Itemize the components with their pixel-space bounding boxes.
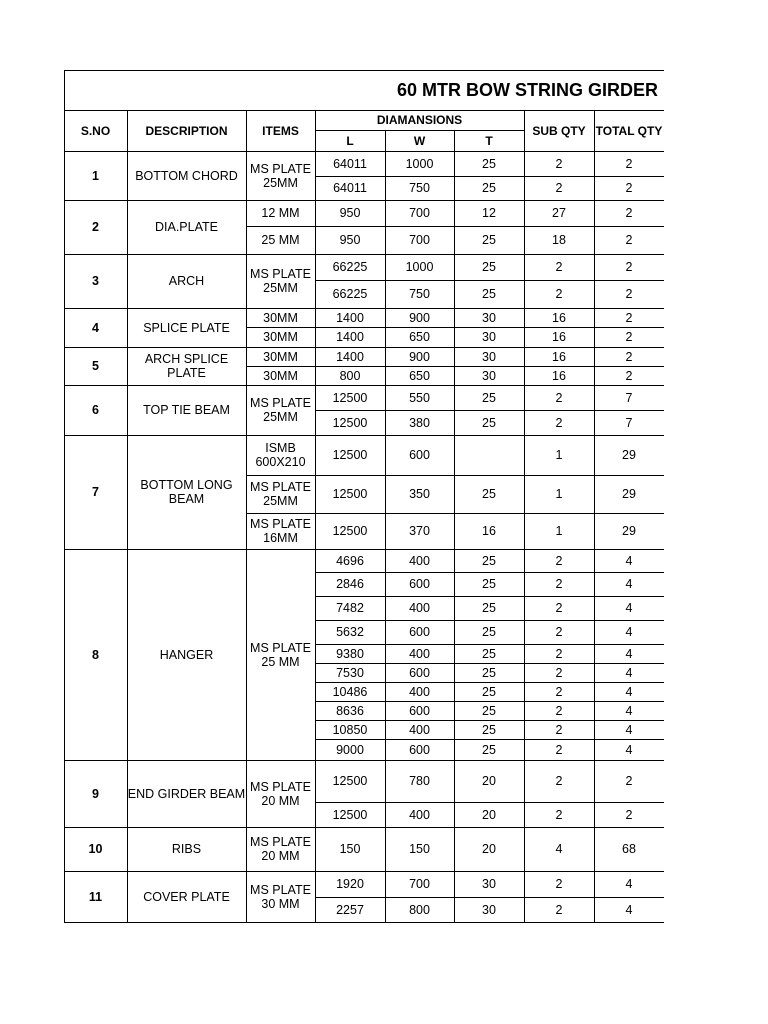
header-col-line-3 [524, 110, 525, 151]
thickness-cell: 30 [482, 877, 496, 891]
width-cell: 370 [409, 524, 430, 538]
sub-qty-cell: 2 [555, 703, 563, 718]
total-qty-cell: 2 [625, 260, 633, 274]
item-spec-cell: MS PLATE 25MM [250, 161, 311, 190]
thickness-cell: 25 [482, 684, 496, 699]
sub-qty-cell: 2 [555, 156, 563, 171]
total-qty-cell: 2 [625, 287, 633, 301]
width-cell: 600 [409, 577, 430, 591]
total-qty-cell: 4 [625, 722, 633, 737]
width-cell: 400 [409, 646, 430, 661]
length-cell: 1400 [336, 349, 364, 364]
thickness-cell: 25 [482, 625, 496, 639]
description-cell: ARCH [168, 274, 205, 288]
total-qty-cell: 4 [625, 625, 633, 639]
sub-qty-cell: 2 [555, 774, 563, 788]
group-7-vline-1 [246, 435, 247, 549]
width-cell: 700 [409, 206, 430, 220]
total-qty-cell: 2 [625, 368, 633, 383]
sub-qty-cell: 2 [555, 260, 563, 274]
length-cell: 12500 [332, 774, 368, 788]
length-cell: 1400 [336, 330, 364, 344]
length-cell: 10486 [332, 684, 368, 699]
thickness-cell: 30 [482, 330, 496, 344]
thickness-cell: 20 [482, 774, 496, 788]
width-cell: 600 [409, 448, 430, 462]
total-qty-cell: 2 [625, 206, 633, 220]
length-cell: 950 [339, 206, 361, 220]
sub-qty-cell: 18 [552, 233, 566, 247]
total-qty-cell: 2 [625, 233, 633, 247]
description-cell: HANGER [159, 647, 214, 662]
thickness-cell: 12 [482, 206, 496, 220]
title-bottom-border [64, 110, 664, 111]
header-items: ITEMS [262, 123, 299, 138]
thickness-cell: 20 [482, 807, 496, 822]
description-cell: BOTTOM CHORD [135, 168, 238, 183]
thickness-cell: 30 [482, 310, 496, 325]
sub-qty-cell: 16 [552, 368, 566, 383]
item-spec-cell: MS PLATE 25MM [250, 480, 311, 508]
dimension-subheader-border [315, 130, 524, 131]
length-cell: 4696 [336, 553, 364, 568]
item-spec-cell: MS PLATE 20 MM [250, 835, 311, 863]
item-spec-cell: 25 MM [261, 233, 300, 247]
total-qty-cell: 4 [625, 601, 633, 615]
total-qty-cell: 2 [625, 330, 633, 344]
header-length: L [346, 133, 354, 148]
width-cell: 400 [409, 722, 430, 737]
sub-qty-cell: 2 [555, 577, 563, 591]
serial-number-cell: 9 [92, 786, 99, 801]
item-spec-cell: MS PLATE 25MM [250, 396, 311, 424]
length-cell: 9000 [336, 742, 364, 757]
sub-qty-cell: 2 [555, 665, 563, 680]
length-cell: 64011 [333, 181, 367, 195]
sub-qty-cell: 2 [555, 415, 563, 430]
sub-qty-cell: 2 [555, 390, 563, 405]
header-subcol-line-0 [385, 130, 386, 151]
width-cell: 750 [409, 287, 430, 301]
thickness-cell: 25 [482, 553, 496, 568]
thickness-cell: 25 [482, 742, 496, 757]
item-spec-cell: MS PLATE 30 MM [250, 882, 311, 911]
length-cell: 1920 [336, 877, 364, 891]
total-qty-cell: 4 [625, 553, 633, 568]
width-cell: 800 [409, 902, 430, 917]
header-col-line-2 [315, 110, 316, 151]
group-10-vline-1 [246, 827, 247, 871]
sub-qty-cell: 16 [552, 349, 566, 364]
length-cell: 66225 [332, 260, 368, 274]
width-cell: 700 [409, 877, 430, 891]
thickness-cell: 25 [482, 646, 496, 661]
width-cell: 150 [409, 842, 430, 856]
serial-number-cell: 4 [92, 320, 99, 335]
sub-qty-cell: 16 [552, 330, 566, 344]
sub-qty-cell: 16 [552, 310, 566, 325]
length-cell: 800 [339, 368, 361, 383]
group-8-vline-1 [246, 549, 247, 760]
serial-number-cell: 1 [92, 168, 99, 183]
description-cell: END GIRDER BEAM [127, 786, 246, 801]
total-qty-cell: 4 [625, 577, 633, 591]
item-spec-cell: 30MM [263, 330, 298, 344]
item-spec-cell: MS PLATE 25 MM [250, 640, 311, 669]
total-qty-cell: 7 [625, 390, 633, 405]
total-qty-cell: 2 [625, 156, 633, 171]
width-cell: 600 [409, 665, 430, 680]
serial-number-cell: 5 [92, 359, 99, 373]
total-qty-cell: 7 [625, 415, 633, 430]
sub-qty-cell: 2 [555, 877, 563, 891]
thickness-cell: 30 [482, 368, 496, 383]
item-spec-cell: MS PLATE 16MM [250, 517, 311, 545]
width-cell: 900 [409, 310, 430, 325]
length-cell: 12500 [332, 415, 368, 430]
total-qty-cell: 29 [622, 448, 636, 462]
sub-qty-cell: 2 [555, 287, 563, 301]
width-cell: 600 [409, 703, 430, 718]
total-qty-cell: 2 [625, 774, 633, 788]
thickness-cell: 25 [482, 487, 496, 501]
serial-number-cell: 2 [92, 220, 99, 234]
thickness-cell: 16 [482, 524, 496, 538]
width-cell: 900 [409, 349, 430, 364]
sub-qty-cell: 2 [555, 807, 563, 822]
sub-qty-cell: 4 [555, 842, 563, 856]
header-dimensions: DIAMANSIONS [376, 113, 463, 127]
group-11-bottom-border [64, 922, 664, 923]
sub-qty-cell: 2 [555, 553, 563, 568]
total-qty-cell: 2 [625, 310, 633, 325]
width-cell: 400 [409, 601, 430, 615]
serial-number-cell: 10 [88, 842, 103, 856]
header-thickness: T [485, 133, 493, 148]
total-qty-cell: 2 [625, 181, 633, 195]
width-cell: 400 [409, 684, 430, 699]
length-cell: 5632 [336, 625, 364, 639]
sub-qty-cell: 2 [555, 646, 563, 661]
thickness-cell: 25 [482, 156, 496, 171]
sub-qty-cell: 2 [555, 684, 563, 699]
length-cell: 150 [339, 842, 361, 856]
total-qty-cell: 4 [625, 646, 633, 661]
item-spec-cell: 30MM [263, 310, 298, 325]
width-cell: 700 [409, 233, 430, 247]
group-1-vline-1 [246, 151, 247, 200]
serial-number-cell: 3 [92, 274, 99, 288]
length-cell: 12500 [332, 448, 368, 462]
thickness-cell: 25 [482, 287, 496, 301]
sheet-top-border [64, 70, 664, 71]
sub-qty-cell: 2 [555, 722, 563, 737]
description-cell: TOP TIE BEAM [143, 403, 230, 417]
length-cell: 9380 [336, 646, 364, 661]
length-cell: 12500 [332, 524, 368, 538]
serial-number-cell: 6 [92, 403, 99, 417]
length-cell: 2846 [336, 577, 364, 591]
header-total-qty: TOTAL QTY [595, 123, 663, 138]
group-9-vline-1 [246, 760, 247, 827]
thickness-cell: 25 [482, 233, 496, 247]
description-cell: COVER PLATE [143, 889, 230, 904]
width-cell: 600 [409, 742, 430, 757]
group-6-vline-1 [246, 385, 247, 435]
description-cell: DIA.PLATE [155, 220, 218, 234]
length-cell: 950 [339, 233, 361, 247]
length-cell: 12500 [332, 487, 368, 501]
item-spec-cell: MS PLATE 25MM [250, 267, 311, 295]
item-spec-cell: MS PLATE 20 MM [250, 779, 311, 808]
sub-qty-cell: 1 [555, 487, 563, 501]
total-qty-cell: 4 [625, 684, 633, 699]
thickness-cell: 25 [482, 703, 496, 718]
width-cell: 1000 [405, 156, 434, 171]
length-cell: 2257 [336, 902, 364, 917]
total-qty-cell: 4 [625, 902, 633, 917]
item-spec-cell: 30MM [263, 368, 298, 383]
group-11-vline-1 [246, 871, 247, 922]
thickness-cell: 20 [482, 842, 496, 856]
header-col-line-4 [594, 110, 595, 151]
header-subcol-line-1 [454, 130, 455, 151]
length-cell: 64011 [333, 156, 367, 171]
width-cell: 780 [409, 774, 430, 788]
header-sno: S.NO [80, 123, 111, 138]
description-cell: BOTTOM LONG BEAM [140, 478, 233, 506]
sub-qty-cell: 1 [555, 524, 563, 538]
total-qty-cell: 2 [625, 349, 633, 364]
sub-qty-cell: 1 [555, 448, 563, 462]
width-cell: 400 [409, 553, 430, 568]
length-cell: 1400 [336, 310, 364, 325]
thickness-cell: 25 [482, 390, 496, 405]
sub-qty-cell: 2 [555, 601, 563, 615]
sub-qty-cell: 2 [555, 902, 563, 917]
serial-number-cell: 8 [92, 647, 99, 662]
sub-qty-cell: 2 [555, 742, 563, 757]
length-cell: 12500 [332, 390, 368, 405]
width-cell: 400 [409, 807, 430, 822]
total-qty-cell: 29 [622, 524, 636, 538]
thickness-cell: 25 [482, 665, 496, 680]
serial-number-cell: 11 [88, 889, 103, 904]
item-spec-cell: 30MM [263, 349, 298, 364]
serial-number-cell: 7 [92, 485, 99, 499]
thickness-cell: 25 [482, 577, 496, 591]
thickness-cell: 25 [482, 181, 496, 195]
sub-qty-cell: 2 [555, 181, 563, 195]
width-cell: 600 [409, 625, 430, 639]
length-cell: 7530 [336, 665, 364, 680]
total-qty-cell: 4 [625, 665, 633, 680]
width-cell: 1000 [405, 260, 434, 274]
item-spec-cell: 12 MM [261, 206, 300, 220]
header-sub-qty: SUB QTY [532, 123, 586, 138]
sub-qty-cell: 27 [552, 206, 566, 220]
total-qty-cell: 2 [625, 807, 633, 822]
thickness-cell: 30 [482, 902, 496, 917]
description-cell: ARCH SPLICE PLATE [144, 352, 229, 380]
thickness-cell: 25 [482, 601, 496, 615]
group-3-vline-1 [246, 254, 247, 308]
total-qty-cell: 4 [625, 742, 633, 757]
total-qty-cell: 68 [622, 842, 636, 856]
width-cell: 650 [409, 368, 430, 383]
width-cell: 550 [409, 390, 430, 405]
thickness-cell: 30 [482, 349, 496, 364]
thickness-cell [454, 435, 524, 475]
width-cell: 750 [409, 181, 430, 195]
width-cell: 350 [409, 487, 430, 501]
header-col-line-0 [127, 110, 128, 151]
sub-qty-cell: 2 [555, 625, 563, 639]
length-cell: 12500 [332, 807, 368, 822]
group-2-vline-1 [246, 200, 247, 254]
description-cell: SPLICE PLATE [143, 320, 230, 335]
total-qty-cell: 4 [625, 877, 633, 891]
description-cell: RIBS [171, 842, 202, 856]
width-cell: 650 [409, 330, 430, 344]
thickness-cell: 25 [482, 415, 496, 430]
sheet-title: 60 MTR BOW STRING GIRDER [396, 80, 658, 100]
total-qty-cell: 4 [625, 703, 633, 718]
length-cell: 7482 [336, 601, 364, 615]
length-cell: 8636 [336, 703, 364, 718]
total-qty-cell: 29 [622, 487, 636, 501]
header-description: DESCRIPTION [145, 123, 228, 138]
width-cell: 380 [409, 415, 430, 430]
header-col-line-1 [246, 110, 247, 151]
header-width: W [413, 133, 426, 148]
thickness-cell: 25 [482, 722, 496, 737]
length-cell: 10850 [332, 722, 368, 737]
length-cell: 66225 [332, 287, 368, 301]
item-spec-cell: ISMB 600X210 [255, 441, 306, 469]
thickness-cell: 25 [482, 260, 496, 274]
